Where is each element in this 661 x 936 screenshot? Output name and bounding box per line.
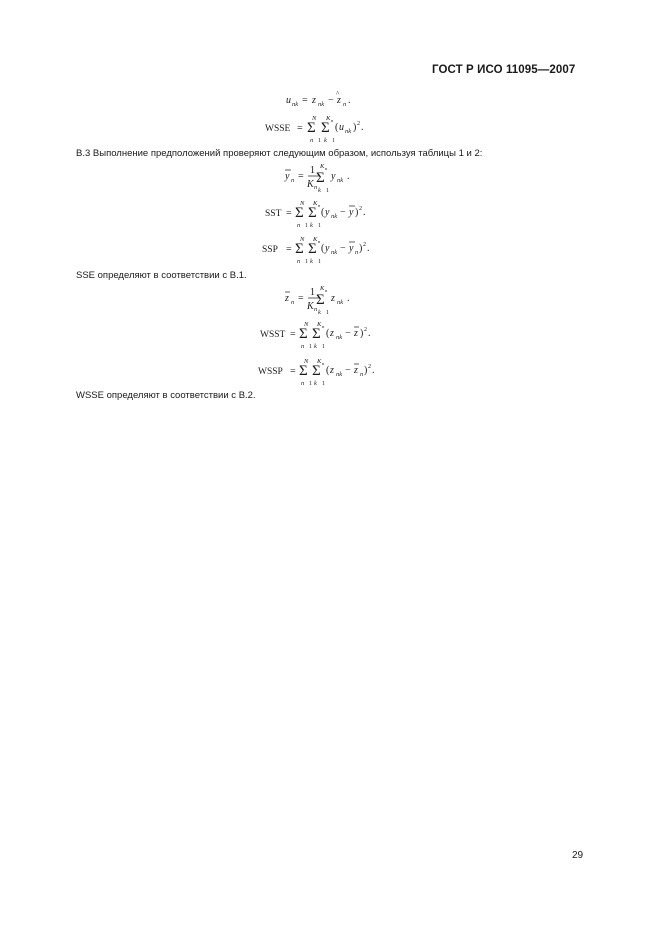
svg-text:n: n: [291, 177, 295, 184]
svg-text:2: 2: [364, 327, 367, 333]
svg-text:−: −: [340, 207, 346, 218]
svg-text:2: 2: [363, 242, 366, 248]
svg-text:nk: nk: [336, 371, 343, 378]
svg-text:k: k: [314, 343, 317, 350]
page-number: 29: [572, 850, 584, 861]
svg-text:n: n: [322, 324, 325, 329]
paragraph-sse: SSE определяют в соответствии с B.1.: [76, 270, 247, 281]
svg-text:Σ: Σ: [321, 120, 330, 136]
svg-text:n: n: [318, 239, 321, 244]
svg-text:y: y: [325, 243, 330, 254]
svg-text:Σ: Σ: [308, 241, 317, 257]
svg-text:n: n: [291, 299, 295, 306]
svg-text:−: −: [345, 328, 351, 339]
svg-text:=: =: [298, 171, 304, 182]
svg-text:.: .: [363, 207, 366, 218]
svg-text:(: (: [321, 243, 325, 254]
svg-text:): ): [359, 243, 363, 254]
svg-text:=: =: [286, 208, 292, 219]
equation-wssp: [0, 354, 661, 390]
svg-text:y: y: [331, 171, 336, 182]
svg-text:(: (: [326, 328, 330, 339]
svg-text:nk: nk: [345, 128, 352, 135]
svg-text:1: 1: [326, 310, 329, 316]
svg-text:1: 1: [309, 344, 312, 350]
svg-text:Σ: Σ: [312, 326, 321, 342]
svg-text:1: 1: [305, 259, 308, 265]
svg-text:K: K: [317, 358, 322, 365]
svg-text:u: u: [286, 95, 291, 106]
svg-text:y: y: [285, 171, 290, 182]
svg-text:u: u: [339, 122, 344, 133]
svg-text:.: .: [372, 365, 375, 376]
svg-text:−: −: [340, 243, 346, 254]
svg-text:K: K: [313, 236, 318, 243]
svg-text:2: 2: [359, 206, 362, 212]
equation-wsst: [0, 318, 661, 354]
svg-text:nk: nk: [318, 101, 325, 108]
svg-text:z: z: [312, 95, 316, 106]
wsse-label: WSSE: [265, 124, 291, 134]
svg-text:−: −: [328, 95, 334, 106]
svg-text:z: z: [330, 328, 334, 339]
svg-text:1: 1: [309, 381, 312, 387]
standard-header: ГОСТ Р ИСО 11095—2007: [432, 64, 576, 76]
equation-wsse: [0, 110, 661, 146]
svg-text:K: K: [313, 200, 318, 207]
svg-text:n: n: [331, 118, 334, 123]
svg-text:n: n: [322, 361, 325, 366]
svg-text:z: z: [330, 365, 334, 376]
svg-text:Σ: Σ: [308, 205, 317, 221]
svg-text:Σ: Σ: [316, 170, 325, 186]
svg-text:n: n: [314, 184, 318, 191]
svg-text:Σ: Σ: [299, 326, 308, 342]
svg-text:1: 1: [318, 138, 321, 144]
svg-text:z: z: [331, 293, 335, 304]
svg-text:^: ^: [336, 90, 340, 98]
svg-text:n: n: [297, 258, 301, 265]
svg-text:1: 1: [322, 381, 325, 387]
svg-text:Σ: Σ: [295, 205, 304, 221]
svg-text:nk: nk: [337, 177, 344, 184]
svg-text:N: N: [312, 115, 317, 122]
svg-text:k: k: [318, 309, 321, 316]
svg-text:1: 1: [322, 344, 325, 350]
svg-text:z: z: [285, 293, 289, 304]
svg-text:K: K: [320, 285, 325, 292]
svg-text:n: n: [360, 371, 364, 378]
equation-z-bar: [0, 282, 661, 318]
svg-text:nk: nk: [337, 299, 344, 306]
svg-text:N: N: [304, 321, 309, 328]
svg-text:nk: nk: [331, 213, 338, 220]
svg-text:k: k: [324, 137, 327, 144]
svg-text:Σ: Σ: [307, 120, 316, 136]
svg-text:K: K: [307, 301, 314, 312]
svg-text:n: n: [318, 203, 321, 208]
svg-text:=: =: [302, 95, 308, 106]
svg-text:Σ: Σ: [299, 363, 308, 379]
svg-text:nk: nk: [336, 334, 343, 341]
ssp-label: SSP: [262, 245, 278, 255]
svg-text:1: 1: [310, 165, 315, 176]
svg-text:n: n: [301, 380, 305, 387]
equation-ssp: [0, 232, 661, 268]
svg-text:Σ: Σ: [312, 363, 321, 379]
svg-text:n: n: [297, 222, 301, 229]
svg-text:1: 1: [305, 223, 308, 229]
svg-text:k: k: [310, 222, 313, 229]
svg-text:K: K: [320, 163, 325, 170]
svg-text:z: z: [354, 365, 358, 376]
svg-text:n: n: [314, 306, 318, 313]
svg-text:1: 1: [326, 188, 329, 194]
svg-text:k: k: [314, 380, 317, 387]
svg-text:.: .: [361, 122, 364, 133]
svg-text:nk: nk: [331, 249, 338, 256]
svg-text:y: y: [349, 243, 354, 254]
svg-text:=: =: [297, 123, 303, 134]
svg-text:2: 2: [368, 364, 371, 370]
sst-label: SST: [265, 209, 282, 219]
svg-text:(: (: [335, 122, 339, 133]
svg-text:K: K: [307, 179, 314, 190]
svg-text:z: z: [337, 95, 341, 106]
svg-text:K: K: [326, 115, 331, 122]
svg-text:K: K: [317, 321, 322, 328]
svg-text:.: .: [367, 243, 370, 254]
svg-text:1: 1: [332, 138, 335, 144]
svg-text:1: 1: [310, 287, 315, 298]
svg-text:Σ: Σ: [316, 292, 325, 308]
svg-text:N: N: [300, 200, 305, 207]
equation-y-bar: [0, 160, 661, 196]
svg-text:z: z: [354, 328, 358, 339]
svg-text:y: y: [349, 207, 354, 218]
svg-text:k: k: [318, 187, 321, 194]
svg-text:.: .: [368, 328, 371, 339]
svg-text:=: =: [290, 329, 296, 340]
svg-text:−: −: [345, 365, 351, 376]
svg-text:n: n: [343, 101, 347, 108]
wsst-label: WSST: [260, 330, 286, 340]
svg-text:(: (: [321, 207, 325, 218]
svg-text:): ): [355, 207, 359, 218]
svg-text:): ): [364, 365, 368, 376]
svg-text:N: N: [300, 236, 305, 243]
svg-text:): ): [360, 328, 364, 339]
svg-text:=: =: [286, 244, 292, 255]
svg-text:y: y: [325, 207, 330, 218]
svg-text:n: n: [355, 249, 359, 256]
equation-sst: [0, 196, 661, 232]
svg-text:=: =: [290, 366, 296, 377]
svg-text:(: (: [326, 365, 330, 376]
svg-text:1: 1: [318, 223, 321, 229]
svg-text:n: n: [325, 288, 328, 293]
paragraph-wsse: WSSE определяют в соответствии с B.2.: [76, 390, 256, 401]
svg-text:nk: nk: [292, 101, 299, 108]
svg-text:k: k: [310, 258, 313, 265]
svg-text:=: =: [298, 293, 304, 304]
wssp-label: WSSP: [258, 367, 283, 377]
svg-text:n: n: [301, 343, 305, 350]
svg-text:n: n: [325, 166, 328, 171]
svg-text:1: 1: [318, 259, 321, 265]
svg-text:Σ: Σ: [295, 241, 304, 257]
svg-text:2: 2: [357, 121, 360, 127]
svg-text:.: .: [347, 171, 350, 182]
svg-text:.: .: [348, 95, 351, 106]
svg-text:n: n: [310, 137, 314, 144]
svg-text:.: .: [347, 293, 350, 304]
paragraph-b3: B.3 Выполнение предположений проверяют следующим образом, используя таблицы 1 и 2:: [76, 148, 483, 159]
svg-text:N: N: [304, 358, 309, 365]
svg-text:): ): [353, 122, 357, 133]
